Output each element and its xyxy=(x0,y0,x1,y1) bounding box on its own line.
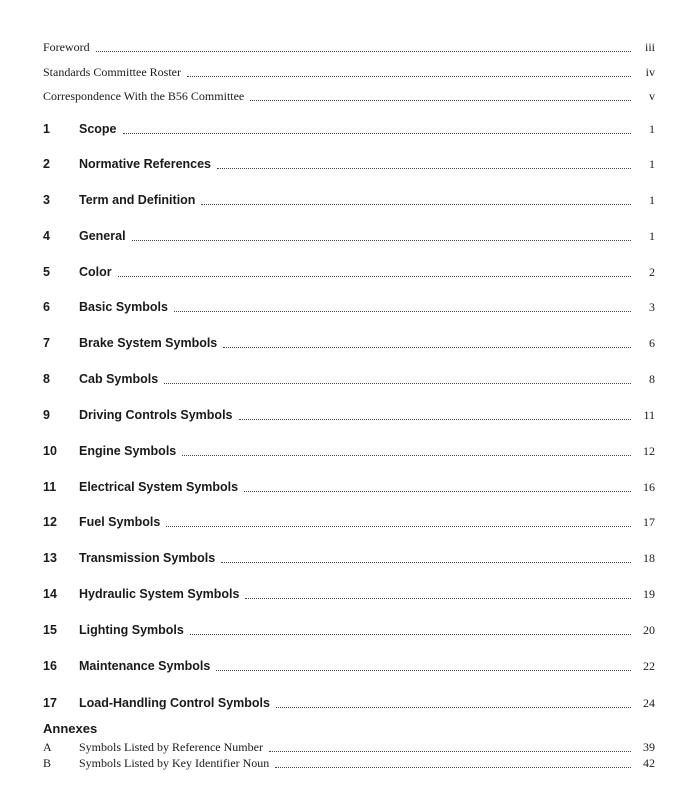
dot-leader xyxy=(275,766,631,768)
toc-entry-page: 39 xyxy=(643,740,655,754)
toc-entry-section-12[interactable] xyxy=(0,515,655,530)
toc-entry-number: 1 xyxy=(43,122,50,136)
toc-entry-section-7[interactable] xyxy=(0,336,655,351)
toc-entry-title: Foreword xyxy=(43,40,90,54)
dot-leader xyxy=(216,669,631,671)
toc-entry-number: 17 xyxy=(43,696,57,710)
toc-entry-page: 1 xyxy=(649,193,655,207)
toc-entry-title: Term and Definition xyxy=(79,193,196,207)
toc-entry-title: Fuel Symbols xyxy=(79,515,161,529)
toc-entry-page: v xyxy=(649,89,655,103)
toc-entry-page: 19 xyxy=(643,587,655,601)
toc-entry-page: 3 xyxy=(649,300,655,314)
toc-entry-title: Lighting Symbols xyxy=(79,623,184,637)
dot-leader xyxy=(164,382,631,384)
toc-entry-page: 16 xyxy=(643,480,655,494)
toc-entry-page: 24 xyxy=(643,696,655,710)
toc-entry-number: 7 xyxy=(43,336,50,350)
toc-entry-title: Load-Handling Control Symbols xyxy=(79,696,270,710)
toc-entry-number: 15 xyxy=(43,623,57,637)
toc-entry-foreword[interactable] xyxy=(43,40,655,55)
toc-entry-title: Brake System Symbols xyxy=(79,336,218,350)
dot-leader xyxy=(276,706,631,708)
toc-entry-number: 5 xyxy=(43,265,50,279)
toc-entry-title: Color xyxy=(79,265,112,279)
dot-leader xyxy=(217,167,631,169)
toc-entry-title: Maintenance Symbols xyxy=(79,659,211,673)
toc-entry-title: Basic Symbols xyxy=(79,300,168,314)
toc-entry-section-1[interactable] xyxy=(0,122,655,137)
toc-entry-page: 11 xyxy=(643,408,655,422)
toc-entry-number: 14 xyxy=(43,587,57,601)
toc-entry-section-4[interactable] xyxy=(0,229,655,244)
toc-entry-page: iii xyxy=(644,40,655,54)
toc-entry-letter: B xyxy=(43,756,52,770)
toc-entry-title: General xyxy=(79,229,126,243)
dot-leader xyxy=(123,132,631,134)
toc-entry-section-3[interactable] xyxy=(0,193,655,208)
toc-entry-number: 13 xyxy=(43,551,57,565)
toc-entry-section-15[interactable] xyxy=(0,623,655,638)
toc-entry-number: 12 xyxy=(43,515,57,529)
dot-leader xyxy=(223,346,631,348)
toc-entry-page: 18 xyxy=(643,551,655,565)
toc-entry-section-2[interactable] xyxy=(0,157,655,172)
dot-leader xyxy=(190,633,631,635)
dot-leader xyxy=(166,525,631,527)
dot-leader xyxy=(118,275,631,277)
toc-entry-page: 12 xyxy=(643,444,655,458)
toc-entry-committee-roster[interactable] xyxy=(43,65,655,80)
toc-entry-number: 10 xyxy=(43,444,57,458)
dot-leader xyxy=(96,50,631,52)
toc-entry-annex-b[interactable] xyxy=(0,756,655,771)
toc-entry-page: 1 xyxy=(649,122,655,136)
dot-leader xyxy=(239,418,632,420)
toc-entry-title: Driving Controls Symbols xyxy=(79,408,233,422)
dot-leader xyxy=(174,310,631,312)
toc-entry-section-11[interactable] xyxy=(0,480,655,495)
toc-entry-number: 16 xyxy=(43,659,57,673)
toc-entry-section-9[interactable] xyxy=(0,408,655,423)
toc-entry-title: Hydraulic System Symbols xyxy=(79,587,240,601)
toc-entry-page: 6 xyxy=(649,336,655,350)
dot-leader xyxy=(221,561,631,563)
toc-entry-number: 11 xyxy=(43,480,57,494)
toc-entry-section-14[interactable] xyxy=(0,587,655,602)
dot-leader xyxy=(187,75,631,77)
toc-entry-page: 1 xyxy=(649,229,655,243)
annexes-heading: Annexes xyxy=(43,721,98,736)
toc-entry-section-16[interactable] xyxy=(0,659,655,674)
toc-entry-number: 6 xyxy=(43,300,50,314)
toc-entry-letter: A xyxy=(43,740,52,754)
toc-entry-title: Cab Symbols xyxy=(79,372,159,386)
toc-entry-title: Correspondence With the B56 Committee xyxy=(43,89,245,103)
toc-entry-number: 8 xyxy=(43,372,50,386)
toc-entry-title: Transmission Symbols xyxy=(79,551,216,565)
dot-leader xyxy=(182,454,631,456)
dot-leader xyxy=(250,99,631,101)
toc-entry-page: 1 xyxy=(649,157,655,171)
toc-entry-page: iv xyxy=(645,65,655,79)
dot-leader xyxy=(132,239,631,241)
toc-entry-section-10[interactable] xyxy=(0,444,655,459)
toc-entry-section-8[interactable] xyxy=(0,372,655,387)
toc-entry-number: 9 xyxy=(43,408,50,422)
toc-entry-title: Engine Symbols xyxy=(79,444,177,458)
toc-entry-page: 20 xyxy=(643,623,655,637)
toc-entry-title: Symbols Listed by Key Identifier Noun xyxy=(79,756,270,770)
toc-entry-title: Electrical System Symbols xyxy=(79,480,239,494)
toc-entry-section-5[interactable] xyxy=(0,265,655,280)
toc-entry-annex-a[interactable] xyxy=(0,740,655,755)
toc-entry-page: 42 xyxy=(643,756,655,770)
dot-leader xyxy=(245,597,631,599)
toc-entry-page: 22 xyxy=(643,659,655,673)
dot-leader xyxy=(244,490,631,492)
toc-entry-page: 2 xyxy=(649,265,655,279)
dot-leader xyxy=(269,750,631,752)
toc-entry-page: 8 xyxy=(649,372,655,386)
toc-entry-number: 2 xyxy=(43,157,50,171)
dot-leader xyxy=(201,203,631,205)
toc-entry-page: 17 xyxy=(643,515,655,529)
toc-entry-number: 3 xyxy=(43,193,50,207)
toc-entry-title: Scope xyxy=(79,122,117,136)
toc-entry-title: Normative References xyxy=(79,157,212,171)
toc-entry-number: 4 xyxy=(43,229,50,243)
toc-entry-section-17[interactable] xyxy=(0,696,655,711)
toc-entry-title: Standards Committee Roster xyxy=(43,65,181,79)
toc-entry-section-6[interactable] xyxy=(0,300,655,315)
toc-entry-title: Symbols Listed by Reference Number xyxy=(79,740,263,754)
toc-entry-section-13[interactable] xyxy=(0,551,655,566)
toc-entry-correspondence[interactable] xyxy=(43,89,655,104)
